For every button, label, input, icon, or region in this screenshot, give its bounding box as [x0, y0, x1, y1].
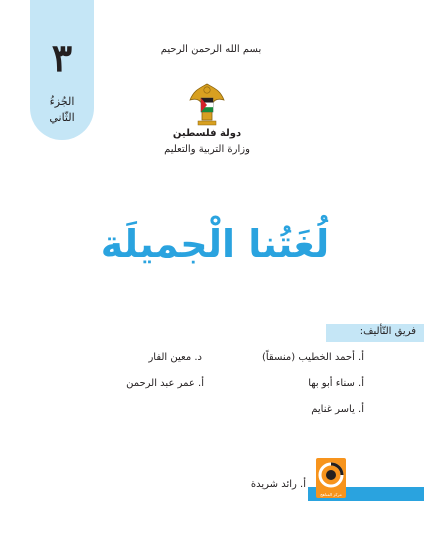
- author-name: أ. عمر عبد الرحمن: [126, 378, 204, 389]
- part-label: [30, 94, 94, 126]
- state-name: دولة فلسطين: [172, 128, 242, 139]
- basmala: بسم الله الرحمن الرحيم: [160, 44, 262, 55]
- grade-tab: [30, 0, 94, 140]
- author-name: أ. سناء أبو بها: [308, 378, 364, 389]
- grade-number: ٣: [51, 35, 73, 80]
- publisher-logo-caption: مركز المناهج: [320, 492, 342, 497]
- author-name: أ. رائد شريدة: [250, 479, 306, 490]
- part-label-line-2: الثّاني: [49, 111, 75, 124]
- part-label-line-1: الجُزءُ: [49, 95, 75, 108]
- authoring-team-heading: فريق التّأليف:: [359, 326, 416, 337]
- author-name: أ. ياسر غنايم: [311, 404, 364, 415]
- authoring-team-bar: [326, 324, 424, 342]
- eagle-emblem-icon: [188, 80, 226, 128]
- author-name: أ. أحمد الخطيب (منسقاً): [261, 352, 364, 363]
- publisher-logo: [316, 458, 346, 498]
- author-name: د. معين الفار: [148, 352, 202, 363]
- book-title: لُغَتُنا الْجميلَة: [100, 222, 330, 266]
- publisher-logo-icon: [316, 460, 346, 492]
- ministry-name: وزارة التربية والتعليم: [164, 144, 250, 155]
